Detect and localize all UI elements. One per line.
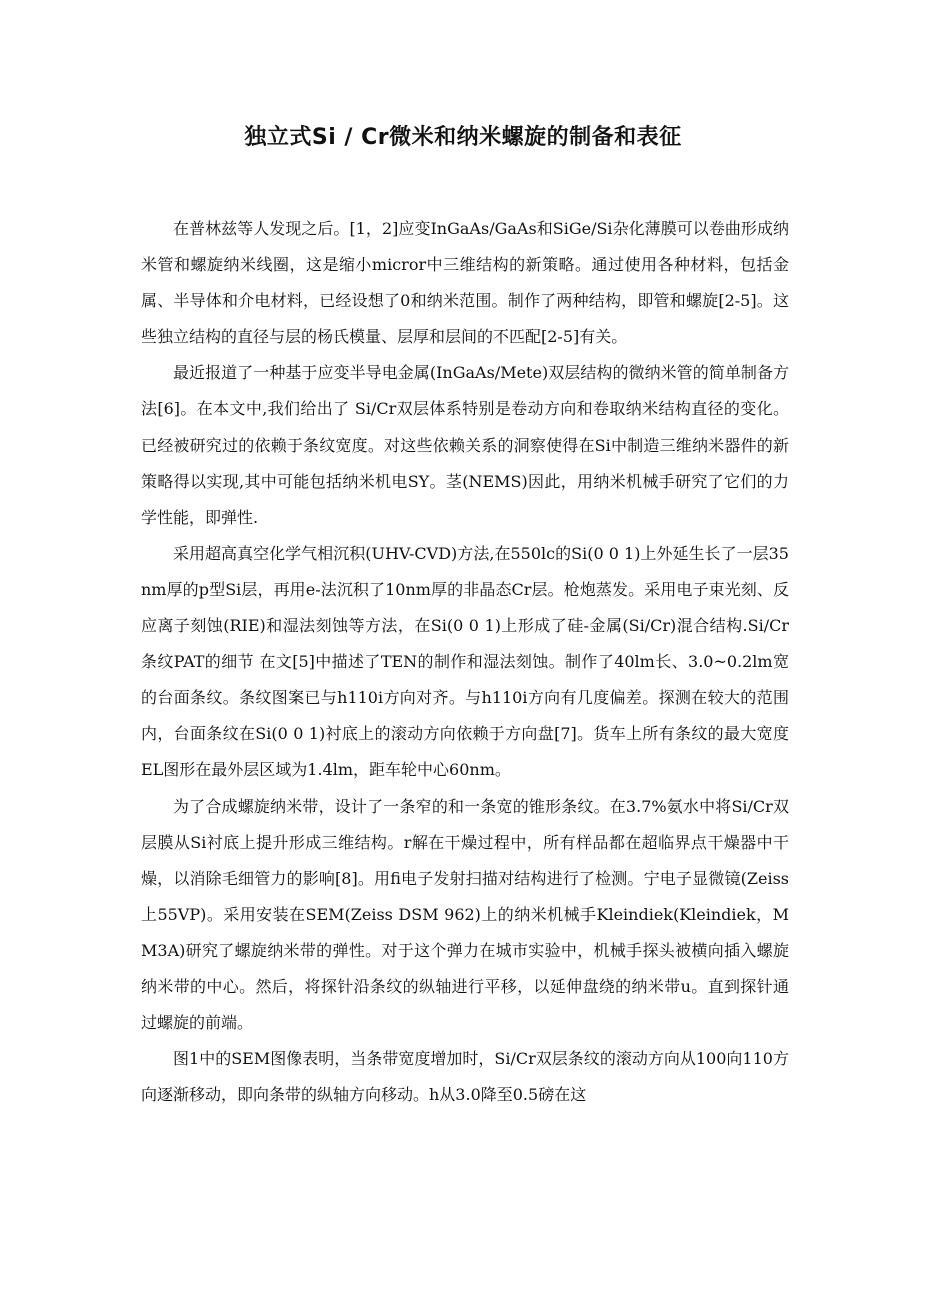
paragraph-1: 在普林兹等人发现之后。[1，2]应变InGaAs/GaAs和SiGe/Si杂化薄膜可以卷曲形成纳米管和螺旋纳米线圈，这是缩小micror中三维结构的新策略。通过使用各种材料，包括金属、半导体和介电材料，已经设想了0和纳米范围。制作了两种结构，即管和螺旋[2-5]。这些独立结构的直径与层的杨氏模量、层厚和层间的不匹配[2-5]有关。 [141, 219, 789, 347]
paragraph-2: 最近报道了一种基于应变半导电金属(InGaAs/Mete)双层结构的微纳米管的简单制备方法[6]。在本文中,我们给出了 Si/Cr双层体系特别是卷动方向和卷取纳米结构直径的变化。已经被研究过的依赖于条纹宽度。对这些依赖关系的洞察使得在Si中制造三维纳米器件的新策略得以实现,其中可能包括纳米机电SY。茎(NEMS)因此，用纳米机械手研究了它们的力学性能，即弹性. [141, 363, 789, 527]
paragraph-3: 采用超高真空化学气相沉积(UHV-CVD)方法,在550lc的Si(0 0 1)上外延生长了一层35nm厚的p型Si层，再用e-法沉积了10nm厚的非晶态Cr层。枪炮蒸发。采用电子束光刻、反应离子刻蚀(RIE)和湿法刻蚀等方法，在Si(0 0 1)上形成了硅-金属(Si/Cr)混合结构.Si/Cr条纹PAT的细节 在文[5]中描述了TEN的制作和湿法刻蚀。制作了40lm长、3.0~0.2lm宽的台面条纹。条纹图案已与h110i方向对齐。与h110i方向有几度偏差。探测在较大的范围内，台面条纹在Si(0 0 1)衬底上的滚动方向依赖于方向盘[7]。货车上所有条纹的最大宽度 EL图形在最外层区域为1.4lm，距车轮中心60nm。 [141, 543, 789, 780]
document-body [141, 211, 789, 1113]
document-title: 独立式Si / Cr微米和纳米螺旋的制备和表征 [244, 125, 682, 150]
paragraph-5: 图1中的SEM图像表明，当条带宽度增加时，Si/Cr双层条纹的滚动方向从100向110方向逐渐移动，即向条带的纵轴方向移动。h从3.0降至0.5磅在这 [141, 1049, 789, 1105]
paragraph-4: 为了合成螺旋纳米带，设计了一条窄的和一条宽的锥形条纹。在3.7%氨水中将Si/Cr双层膜从Si衬底上提升形成三维结构。r解在干燥过程中，所有样品都在超临界点干燥器中干燥，以消除毛细管力的影响[8]。用fi电子发射扫描对结构进行了检测。宁电子显微镜(Zeiss上55VP)。采用安装在SEM(Zeiss DSM 962)上的纳米机械手Kleindiek(Kleindiek，MM3A)研究了螺旋纳米带的弹性。对于这个弹力在城市实验中，机械手探头被横向插入螺旋纳米带的中心。然后，将探针沿条纹的纵轴进行平移，以延伸盘绕的纳米带u。直到探针通过螺旋的前端。 [141, 796, 789, 1033]
